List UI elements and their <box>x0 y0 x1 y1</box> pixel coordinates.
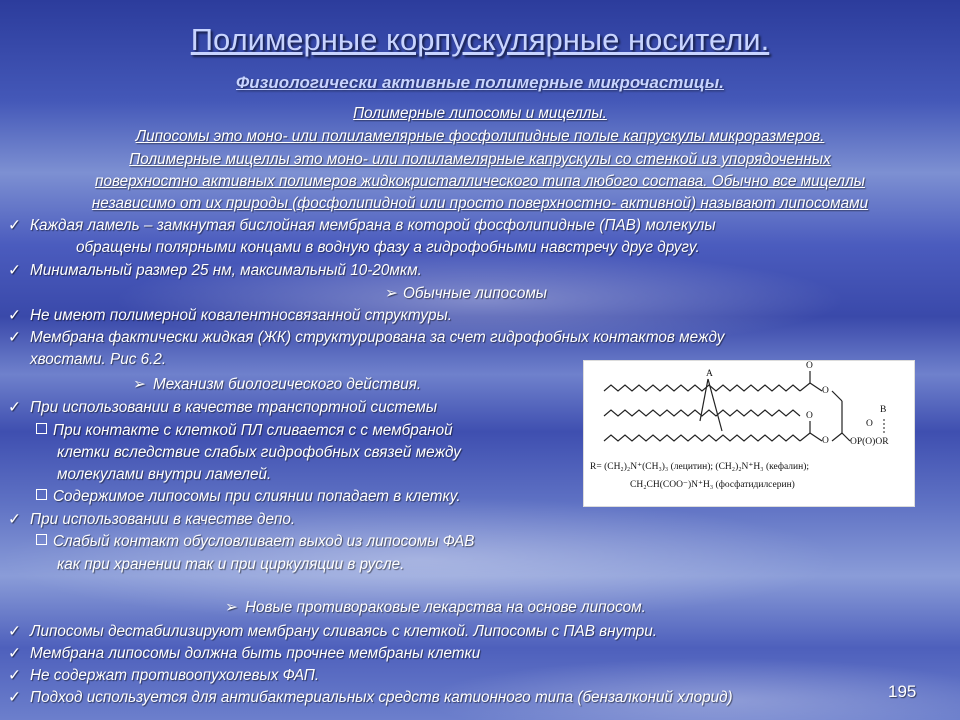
ester-bond <box>800 383 810 391</box>
label-oxygen: O <box>866 419 873 429</box>
bullet-destabilize <box>8 622 657 642</box>
fatty-acid-tail-1 <box>604 385 800 391</box>
heading-mechanism-text: Механизм биологического действия. <box>153 376 422 393</box>
sub-contact-text: При контакте с клеткой ПЛ сливается с с мембраной <box>53 422 453 439</box>
bullet-stronger <box>8 644 480 664</box>
phospholipid-figure <box>583 360 915 507</box>
glycerol-bond <box>832 391 842 401</box>
formula-line-2: CH₂CH(COO⁻)N⁺H₃ (фосфатидилсерин) <box>630 480 795 490</box>
bullet-approach <box>8 688 733 708</box>
page-number: 195 <box>888 682 917 701</box>
check-icon: ✓ <box>8 329 21 346</box>
check-icon: ✓ <box>8 262 21 279</box>
arrow-bullet-icon: ➢ <box>225 599 238 616</box>
check-icon: ✓ <box>8 399 21 416</box>
glycerol-bond <box>842 433 850 441</box>
checkbox-bullet-icon <box>36 423 47 434</box>
bullet-membrane <box>8 328 724 348</box>
check-icon: ✓ <box>8 689 21 706</box>
check-icon: ✓ <box>8 667 21 684</box>
check-icon: ✓ <box>8 623 21 640</box>
bullet-destabilize-text: Липосомы дестабилизируют мембрану сливаясь с клеткой. Липосомы с ПАВ внутри. <box>30 623 658 640</box>
bullet-stronger-text: Мембрана липосомы должна быть прочнее мембраны клетки <box>30 645 481 662</box>
bullet-no-covalent <box>8 306 452 326</box>
bullet-lamel <box>8 216 716 236</box>
heading-mechanism <box>133 375 421 395</box>
arrow-bullet-icon: ➢ <box>385 285 398 302</box>
slide-subtitle: Физиологически активные полимерные микрочастицы. <box>236 73 724 92</box>
formula-line-1: R= (CH₂)₂N⁺(CH₃)₃ (лецитин); (CH₂)₂N⁺H₃ (кефалин); <box>590 462 810 472</box>
bullet-no-fap-text: Не содержат противоопухолевых ФАП. <box>30 667 320 684</box>
ester-bond <box>800 433 810 441</box>
definition-micelles-line-2: поверхностно активных полимеров жидкокристаллического типа любого состава. Обычно все мицеллы <box>95 173 865 190</box>
bullet-membrane-text: Мембрана фактически жидкая (ЖК) структурирована за счет гидрофобных контактов между <box>30 329 725 346</box>
label-oxygen: O <box>806 411 813 421</box>
bullet-depot <box>8 510 295 530</box>
label-b: B <box>880 405 887 415</box>
sub-contact <box>36 421 453 441</box>
sub-weak-line-2: как при хранении так и при циркуляции в русле. <box>57 556 405 573</box>
label-oxygen: O <box>806 361 813 371</box>
sub-contact-line-2: клетки вследствие слабых гидрофобных связей между <box>57 444 461 461</box>
check-icon: ✓ <box>8 307 21 324</box>
heading-usual-liposomes <box>385 284 547 304</box>
check-icon: ✓ <box>8 645 21 662</box>
check-icon: ✓ <box>8 511 21 528</box>
bullet-lamel-text: Каждая ламель – замкнутая бислойная мембрана в которой фосфолипидные (ПАВ) молекулы <box>30 217 716 234</box>
label-a: A <box>706 369 713 379</box>
bullet-no-covalent-text: Не имеют полимерной ковалентносвязанной структуры. <box>30 307 452 324</box>
bullet-membrane-continuation: хвостами. Рис 6.2. <box>30 351 167 368</box>
bullet-size <box>8 261 422 281</box>
bullet-approach-text: Подход используется для антибактериальных средств катионного типа (бензалконий хлорид) <box>30 689 733 706</box>
check-icon: ✓ <box>8 217 21 234</box>
glycerol-bond <box>832 433 842 441</box>
bullet-transport <box>8 398 437 418</box>
cleavage-line <box>708 379 722 431</box>
heading-polymer-liposomes: Полимерные липосомы и мицеллы. <box>353 105 607 122</box>
label-phosphate: OP(O)OR <box>850 437 889 447</box>
definition-micelles-line-1: Полимерные мицеллы это моно- или полиламелярные капрускулы со стенкой из упорядоченных <box>129 151 831 168</box>
slide-title: Полимерные корпускулярные носители. <box>190 22 770 57</box>
bullet-no-fap <box>8 666 319 686</box>
ester-bond <box>810 383 822 391</box>
definition-micelles-line-3: независимо от их природы (фосфолипидной или просто поверхностно- активной) называют липосомами <box>91 195 869 212</box>
sub-content-text: Содержимое липосомы при слиянии попадает в клетку. <box>53 488 461 505</box>
heading-new-drugs <box>225 598 646 618</box>
sub-weak-text: Слабый контакт обусловливает выход из липосомы ФАВ <box>53 533 475 550</box>
ester-bond <box>810 433 822 441</box>
bullet-size-text: Минимальный размер 25 нм, максимальный 10-20мкм. <box>30 262 422 279</box>
bullet-transport-text: При использовании в качестве транспортной системы <box>30 399 438 416</box>
definition-liposomes: Липосомы это моно- или полиламелярные фосфолипидные полые капрускулы микроразмеров. <box>135 128 825 145</box>
heading-usual-liposomes-text: Обычные липосомы <box>403 285 548 302</box>
heading-new-drugs-text: Новые противораковые лекарства на основе липосом. <box>245 599 646 616</box>
label-oxygen: O <box>822 436 829 446</box>
checkbox-bullet-icon <box>36 489 47 500</box>
arrow-bullet-icon: ➢ <box>133 376 146 393</box>
sub-contact-line-3: молекулами внутри ламелей. <box>57 466 272 483</box>
fatty-acid-tail-3 <box>604 435 800 441</box>
sub-content <box>36 487 461 507</box>
bullet-depot-text: При использовании в качестве депо. <box>30 511 296 528</box>
checkbox-bullet-icon <box>36 534 47 545</box>
sub-weak <box>36 532 474 552</box>
bullet-lamel-continuation: обращены полярными концами в водную фазу а гидрофобными навстречу друг другу. <box>76 239 700 256</box>
label-oxygen: O <box>822 386 829 396</box>
